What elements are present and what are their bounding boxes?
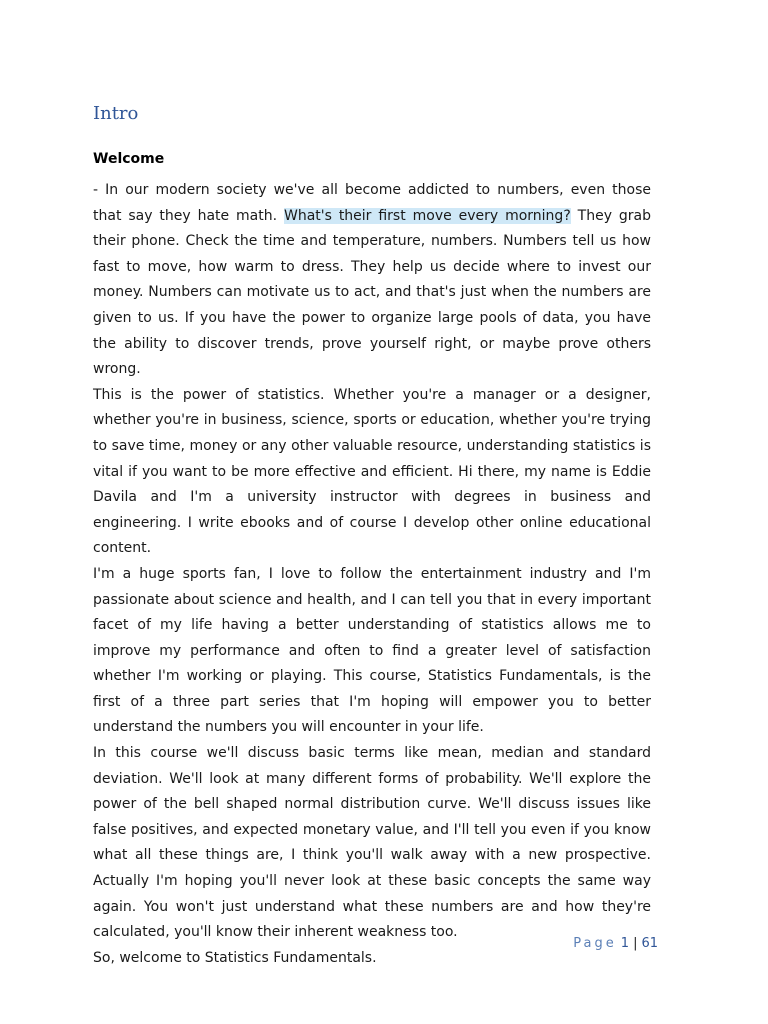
page-footer — [573, 934, 658, 954]
current-page-number: 1 — [620, 936, 630, 951]
section-heading: Intro — [93, 103, 139, 124]
page-label: Page — [573, 936, 617, 951]
paragraph — [93, 178, 651, 383]
paragraph: In this course we'll discuss basic terms like mean, median and standard deviation. We'll look at many different forms of probability. We'll explore the power of the bell shaped normal distribution curve. We'll discuss issues like false positives, and expected monetary value, and I'll tell you even if you know what all these things are, I think you'll walk away with a new prospective. Actually I'm hoping you'll never look at these basic concepts the same way again. You won't just understand what these numbers are and how they're calculated, you'll know their inherent weakness too. — [93, 745, 651, 941]
highlighted-text[interactable]: What's their first move every morning? — [283, 207, 571, 224]
body-text — [93, 178, 651, 971]
subsection-heading: Welcome — [93, 151, 165, 167]
page-separator: | — [633, 936, 638, 951]
paragraph: This is the power of statistics. Whether you're a manager or a designer, whether you're in business, science, sports or education, whether you're trying to save time, money or any other valuable resource, understanding statistics is vital if you want to be more effective and efficient. Hi there, my name is Eddie Davila and I'm a university instructor with degrees in business and engineering. I write ebooks and of course I develop other online educational content. — [93, 386, 651, 557]
paragraph: So, welcome to Statistics Fundamentals. — [93, 949, 377, 966]
paragraph-text: They grab their phone. Check the time and temperature, numbers. Numbers tell us how fast to move, how warm to dress. They help us decide where to invest our money. Numbers can motivate us to act, and that's just when the numbers are given to us. If you have the power to organize large pools of data, you have the ability to discover trends, prove yourself right, or maybe prove others wrong. — [93, 207, 652, 378]
paragraph: I'm a huge sports fan, I love to follow the entertainment industry and I'm passionate about science and health, and I can tell you that in every important facet of my life having a better understanding of statistics allows me to improve my performance and often to find a greater level of satisfaction whether I'm working or playing. This course, Statistics Fundamentals, is the first of a three part series that I'm hoping will empower you to better understand the numbers you will encounter in your life. — [93, 565, 651, 736]
paragraph-text: - In our modern society we've all become addicted to numbers, even those that say they hate math. — [93, 182, 651, 224]
total-pages: 61 — [641, 936, 658, 951]
